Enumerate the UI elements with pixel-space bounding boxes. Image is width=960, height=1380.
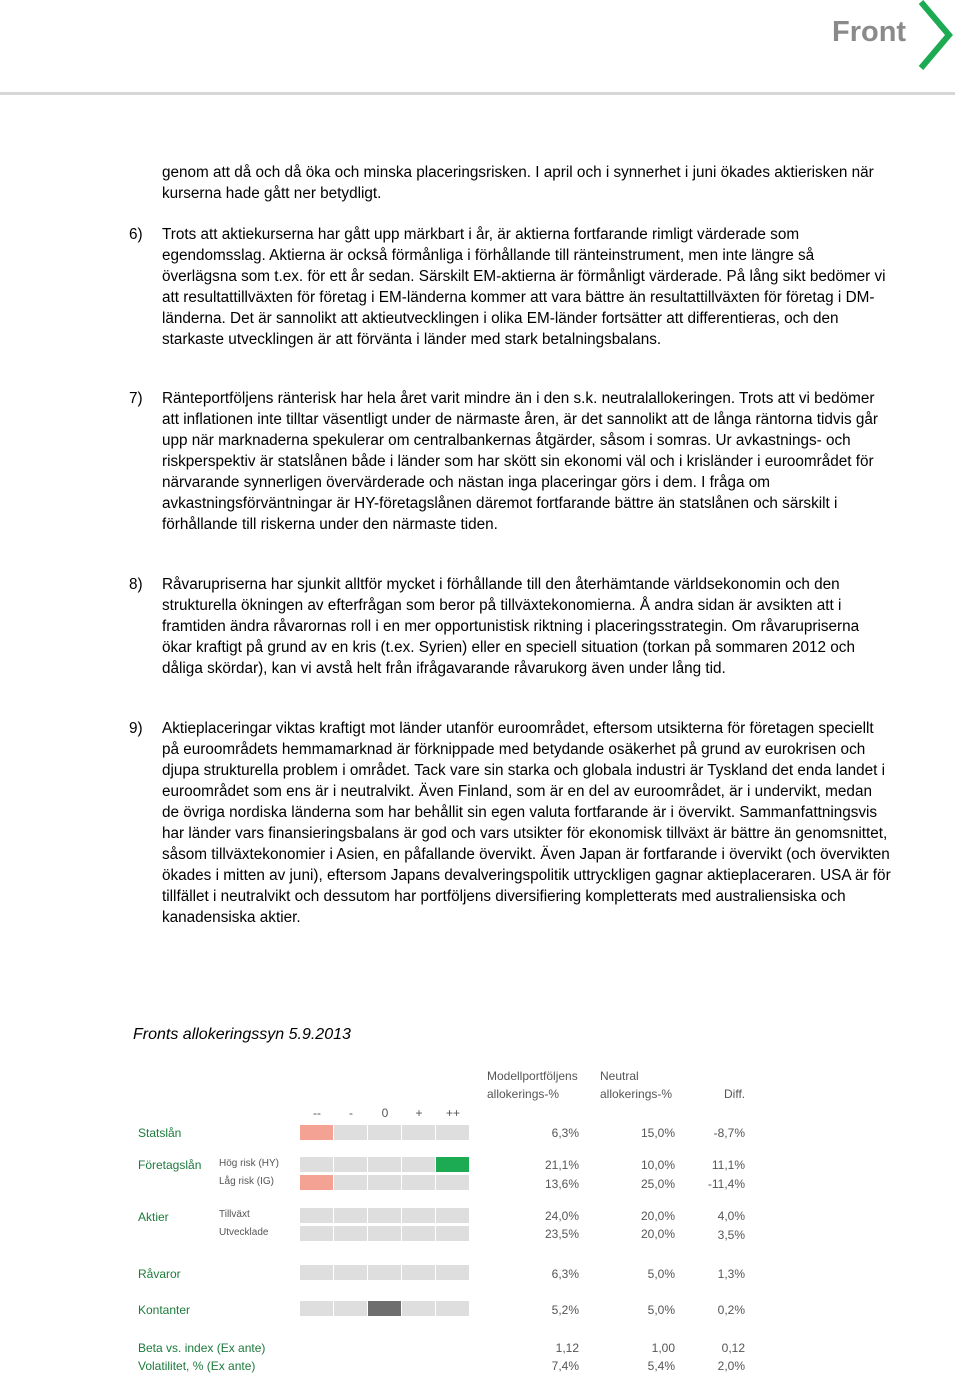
cell: [436, 1226, 469, 1241]
logo-chevron-icon: [918, 0, 954, 70]
neutral-utvecklade: 20,0%: [640, 1227, 675, 1241]
cell: [334, 1208, 367, 1223]
diff-utvecklade: 3,5%: [717, 1228, 745, 1242]
neutral-lag-risk: 25,0%: [640, 1177, 675, 1191]
model-utvecklade: 23,5%: [544, 1227, 579, 1241]
cell: [334, 1125, 367, 1140]
cell: [436, 1265, 469, 1280]
item-number-8: 8): [129, 576, 143, 593]
col-header-diff: Diff.: [724, 1087, 746, 1101]
scale-minus: -: [349, 1106, 353, 1120]
neutral-statslan: 15,0%: [640, 1126, 675, 1140]
cell: [402, 1157, 435, 1172]
allocation-title: Fronts allokeringssyn 5.9.2013: [133, 1026, 351, 1043]
item-text-7: Ränteportföljens ränterisk har hela året varit mindre än i den s.k. neutralallokeringen. Trots att vi bedömer att inflationen inte tilltar väsentligt under de närmaste åren, är det sannolikt att de långa räntorna tidvis går upp när marknaderna spekulerar om centralbankernas åtgärder, såsom i somras. Ur avkastnings- och riskperspektiv är statslånen både i länder som har skött sin ekonomi väl och i krisländer i euroområdet för närvarande synnerligen övervärderade och nästan inga placeringar görs i dem. I fråga om avkastningsförväntningar är HY-företagslånen däremot fortfarande bättre än statslånen och särskilt i förhållande till riskerna under den närmaste tiden.: [162, 390, 878, 533]
item-number-9: 9): [129, 720, 143, 737]
scale-zero: 0: [381, 1106, 389, 1120]
model-beta: 1,12: [555, 1341, 579, 1355]
sub-label-tillvaxt: Tillväxt: [219, 1209, 250, 1220]
cell: [368, 1157, 401, 1172]
cell: [334, 1226, 367, 1241]
cell: [402, 1265, 435, 1280]
scale-cells-kontanter: [300, 1301, 470, 1316]
scale-cells-hog-risk: [300, 1157, 470, 1172]
cell: [334, 1301, 367, 1316]
row-label-ravaror: Råvaror: [138, 1267, 181, 1281]
neutral-beta: 1,00: [651, 1341, 675, 1355]
row-label-aktier: Aktier: [138, 1210, 169, 1224]
sub-label-hog-risk: Hög risk (HY): [219, 1158, 280, 1169]
cell: [334, 1265, 367, 1280]
neutral-kontanter: 5,0%: [647, 1303, 675, 1317]
col-header-neutral-line1: Neutral: [600, 1069, 639, 1083]
cell: [402, 1301, 435, 1316]
diff-hog-risk: 11,1%: [711, 1158, 745, 1172]
cell-double-plus-active: [436, 1157, 469, 1172]
cell: [436, 1301, 469, 1316]
cell: [368, 1265, 401, 1280]
diff-lag-risk: -11,4%: [707, 1177, 745, 1191]
row-label-kontanter: Kontanter: [138, 1303, 191, 1317]
diff-volatilitet: 2,0%: [717, 1359, 745, 1373]
item-text-6: Trots att aktiekurserna har gått upp märkbart i år, är aktierna fortfarande rimligt värderade som egendomsslag. Aktierna är också förmånliga i förhållande till ränteinstrument, men inte längre så överlägsna som t.ex. för ett år sedan. Särskilt EM-aktierna är förmånligt värderade. På lång sikt bedömer vi att resultattillväxten för företag i EM-länderna kommer att vara bättre än resultattillväxten för företag i DM-länderna. Det är sannolikt att aktieutvecklingen i olika EM-länder fortsätter att differentieras, och den starkaste utvecklingen är att förvänta i länder med stark betalningsbalans.: [162, 226, 886, 348]
scale-double-minus: --: [313, 1106, 321, 1120]
item-number-7: 7): [129, 390, 143, 407]
cell: [402, 1226, 435, 1241]
col-header-neutral: [600, 1067, 672, 1103]
cell: [402, 1125, 435, 1140]
neutral-ravaror: 5,0%: [647, 1267, 675, 1281]
cell-double-minus-active: [300, 1175, 333, 1190]
scale-cells-statslan: [300, 1125, 470, 1140]
model-volatilitet: 7,4%: [551, 1359, 579, 1373]
row-label-beta: Beta vs. index (Ex ante): [138, 1341, 266, 1355]
neutral-volatilitet: 5,4%: [647, 1359, 675, 1373]
logo-text: Front: [832, 16, 907, 48]
scale-double-plus: ++: [445, 1106, 460, 1120]
diff-beta: 0,12: [721, 1341, 745, 1355]
item-number-6: 6): [129, 226, 143, 243]
cell: [368, 1208, 401, 1223]
cell: [334, 1157, 367, 1172]
cell: [300, 1157, 333, 1172]
cell-zero-active: [368, 1301, 401, 1316]
cell-double-minus-active: [300, 1125, 333, 1140]
cell: [436, 1175, 469, 1190]
scale-cells-lag-risk: [300, 1175, 470, 1190]
diff-ravaror: 1,3%: [717, 1267, 745, 1281]
model-ravaror: 6,3%: [551, 1267, 579, 1281]
row-label-volatilitet: Volatilitet, % (Ex ante): [138, 1359, 256, 1373]
cell: [402, 1175, 435, 1190]
model-kontanter: 5,2%: [551, 1303, 579, 1317]
cell: [368, 1125, 401, 1140]
col-header-model-line1: Modellportföljens: [487, 1069, 578, 1083]
cell: [402, 1208, 435, 1223]
cell: [436, 1208, 469, 1223]
cell: [300, 1265, 333, 1280]
col-header-neutral-line2: allokerings-%: [600, 1087, 673, 1101]
item-text-9: Aktieplaceringar viktas kraftigt mot länder utanför euroområdet, eftersom utsikterna för företagen speciellt på euroområdets hemmamarknad är förknippade med betydande osäkerhet på grund av eurokrisen och djupa strukturella problem i området. Tack vare sin starka och globala industri är Tyskland det enda landet i euroområdet som ens är i neutralvikt. Även Finland, som är en del av euroområdet, är i undervikt, medan de övriga nordiska länderna som har behållit sin egen valuta fortfarande är i övervikt. Sammanfattningsvis har länder vars finansieringsbalans är god och vars utsikter för ekonomisk tillväxt är bättre än genomsnittet, såsom tillväxtekonomier i Asien, en påfallande övervikt. Även Japan är fortfarande i övervikt (och övervikten ökades i mitten av juni), eftersom Japans devalveringspolitik uttryckligen gagnar aktieplaceraren. USA är för tillfället i neutralvikt och dessutom har portföljens diversifiering kompletterats med australiensiska och kanadensiska aktier.: [162, 720, 891, 926]
row-label-statslan: Statslån: [138, 1126, 182, 1140]
cell: [368, 1226, 401, 1241]
scale-plus: +: [415, 1106, 423, 1120]
neutral-hog-risk: 10,0%: [640, 1158, 675, 1172]
diff-kontanter: 0,2%: [717, 1303, 745, 1317]
col-header-model-line2: allokerings-%: [487, 1087, 560, 1101]
cell: [368, 1175, 401, 1190]
intro-continuation: genom att då och då öka och minska placeringsrisken. I april och i synnerhet i juni ökades aktierisken när kurserna hade gått ner betydligt.: [162, 164, 874, 202]
col-header-model: [487, 1067, 578, 1103]
cell: [436, 1125, 469, 1140]
model-hog-risk: 21,1%: [544, 1158, 579, 1172]
item-text-8: Råvarupriserna har sjunkit alltför mycket i förhållande till den återhämtande världsekonomin och den strukturella ökningen av efterfrågan som beror på tillväxtekonomierna. Å andra sidan är avsikten att i framtiden ändra råvarornas roll i en mer opportunistisk riktning i placeringsstrategin. Om råvarupriserna ökar kraftigt på grund av en kris (t.ex. Syrien) eller en speciell situation (torkan på sommaren 2012 och dåliga skördar), kan vi avstå helt från ifrågavarande råvarukorg även under lång tid.: [162, 576, 860, 677]
cell: [300, 1208, 333, 1223]
header-divider: [0, 92, 955, 95]
cell: [334, 1175, 367, 1190]
cell: [300, 1226, 333, 1241]
sub-label-lag-risk: Låg risk (IG): [219, 1176, 275, 1187]
row-label-foretagslan: Företagslån: [138, 1158, 202, 1172]
model-tillvaxt: 24,0%: [544, 1209, 579, 1223]
diff-statslan: -8,7%: [713, 1126, 745, 1140]
scale-cells-tillvaxt: [300, 1208, 470, 1223]
scale-cells-ravaror: [300, 1265, 470, 1280]
cell: [300, 1301, 333, 1316]
model-statslan: 6,3%: [551, 1126, 579, 1140]
sub-label-utvecklade: Utvecklade: [219, 1227, 269, 1238]
diff-tillvaxt: 4,0%: [717, 1209, 745, 1223]
front-logo: [832, 0, 956, 70]
neutral-tillvaxt: 20,0%: [640, 1209, 675, 1223]
scale-cells-utvecklade: [300, 1226, 470, 1241]
model-lag-risk: 13,6%: [544, 1177, 579, 1191]
